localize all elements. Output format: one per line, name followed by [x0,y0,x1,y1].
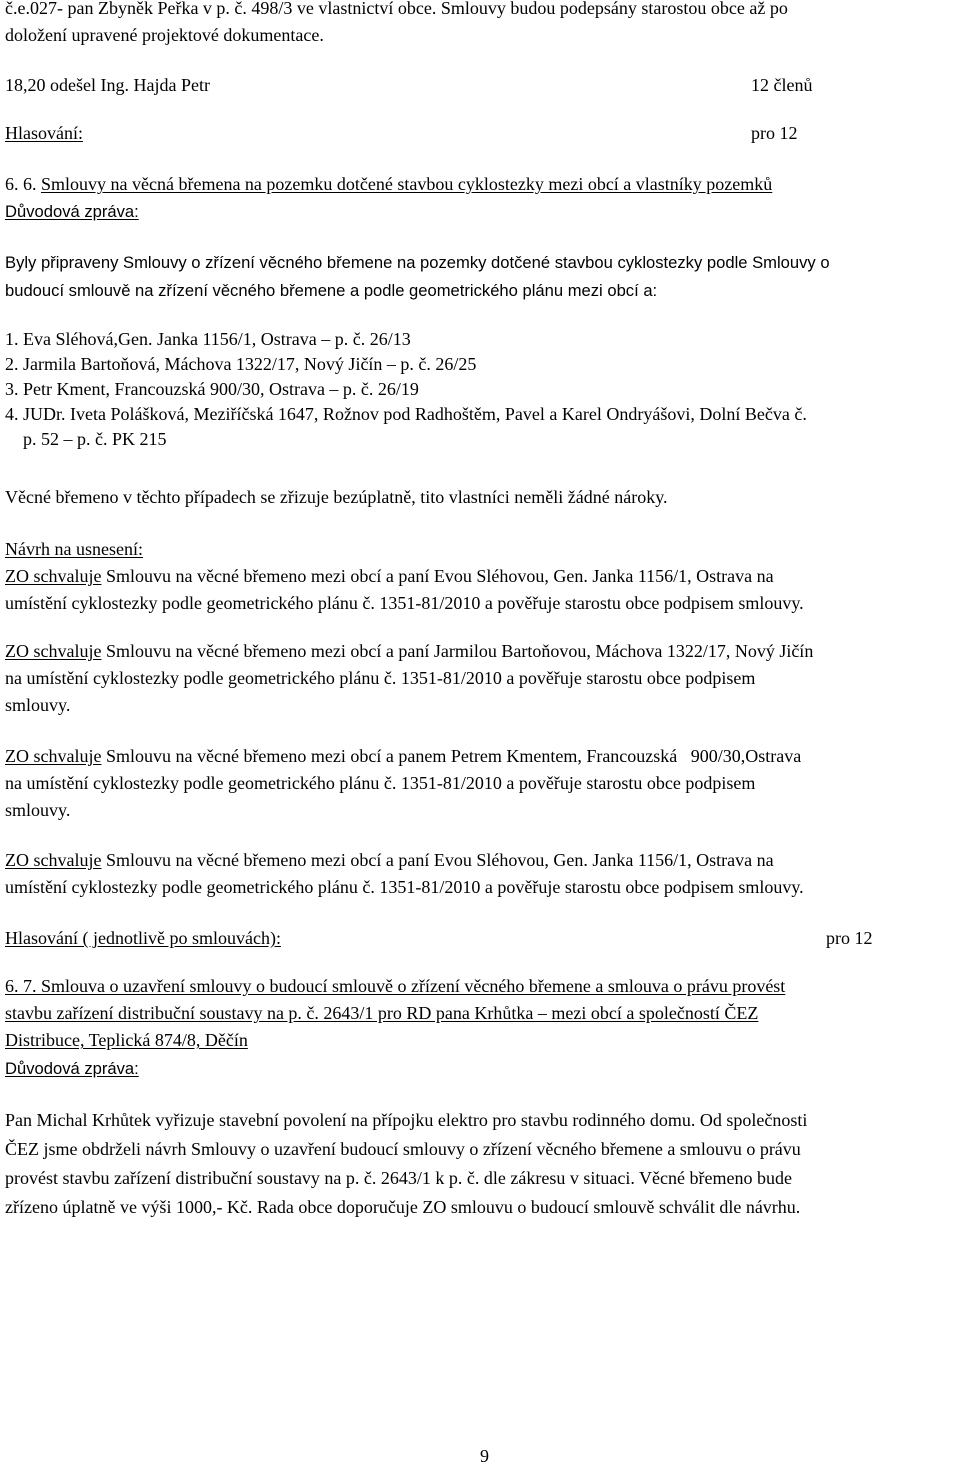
list-item: p. 52 – p. č. PK 215 [5,429,167,449]
paragraph-line: Byly připraveny Smlouvy o zřízení věcného břemene na pozemky dotčené stavbou cyklostezky podle Smlouvy o [5,253,830,272]
resolution-text: Smlouvu na věcné břemeno mezi obcí a paní Evou Sléhovou, Gen. Janka 1156/1, Ostrava na [101,566,774,586]
note-paragraph [5,484,957,511]
resolution-block [5,847,957,901]
vote-label: Hlasování ( jednotlivě po smlouvách): [5,928,281,948]
top-paragraph [5,0,957,49]
reason-label: Důvodová zpráva: [5,1059,139,1078]
resolution-text: umístění cyklostezky podle geometrického plánu č. 1351-81/2010 a pověřuje starostu obce podpisem smlouvy. [5,593,804,613]
title-line: 6. 7. Smlouva o uzavření smlouvy o budoucí smlouvě o zřízení věcného břemene a smlouva o právu provést [5,976,786,996]
title-line: Distribuce, Teplická 874/8, Děčín [5,1030,248,1050]
page-number: 9 [480,1446,489,1466]
paragraph-line: budoucí smlouvě na zřízení věcného břemene a podle geometrického plánu mezi obcí a: [5,281,658,300]
reason-label: Důvodová zpráva: [5,202,139,221]
vote-line [5,925,957,952]
title-line: stavbu zařízení distribuční soustavy na p. č. 2643/1 pro RD pana Krhůtka – mezi obcí a společností ČEZ [5,1003,759,1023]
paragraph-line: č.e.027- pan Zbyněk Peřka v p. č. 498/3 ve vlastnictví obce. Smlouvy budou podepsány starostou obce až po [5,0,788,18]
departure-line [5,72,957,99]
paragraph-line: Věcné břemeno v těchto případech se zřizuje bezúplatně, tito vlastníci neměli žádné nároky. [5,487,668,507]
vote-line [5,120,957,147]
paragraph-line: doložení upravené projektové dokumentace. [5,25,324,45]
resolution-lead: ZO schvaluje [5,566,102,586]
item-number: 6. 6. [5,174,37,194]
vote-result: pro 12 [751,123,798,143]
resolution-text: Smlouvu na věcné břemeno mezi obcí a paní Evou Sléhovou, Gen. Janka 1156/1, Ostrava na [101,850,774,870]
reason-block [5,1055,957,1082]
item-title: Smlouvy na věcná břemena na pozemku dotčené stavbou cyklostezky mezi obcí a vlastníky pozemků [41,174,773,194]
resolution-block [5,743,957,824]
paragraph-line: provést stavbu zařízení distribuční soustavy na p. č. 2643/1 k p. č. dle zákresu v situaci. Věcné břemeno bude [5,1168,792,1188]
resolution-text: Smlouvu na věcné břemeno mezi obcí a paní Jarmilou Bartoňovou, Máchova 1322/17, Nový Jičín [101,641,814,661]
resolution-lead: ZO schvaluje [5,850,102,870]
document-page [5,0,957,1466]
list-item: 4. JUDr. Iveta Polášková, Meziříčská 1647, Rožnov pod Radhoštěm, Pavel a Karel Ondryášovi, Dolní Bečva č. [5,404,807,424]
proposal-label: Návrh na usnesení: [5,539,143,559]
resolution-text: umístění cyklostezky podle geometrického plánu č. 1351-81/2010 a pověřuje starostu obce podpisem smlouvy. [5,877,804,897]
owners-list [5,327,957,452]
resolution-block [5,563,957,617]
list-item: 1. Eva Sléhová,Gen. Janka 1156/1, Ostrava – p. č. 26/13 [5,329,411,349]
resolution-lead: ZO schvaluje [5,641,102,661]
vote-result: pro 12 [826,928,873,948]
list-item: 2. Jarmila Bartoňová, Máchova 1322/17, Nový Jičín – p. č. 26/25 [5,354,477,374]
item-6-6-header [5,171,957,225]
members-count: 12 členů [751,75,813,95]
resolution-text: smlouvy. [5,695,71,715]
intro-paragraph [5,249,957,305]
resolution-text: smlouvy. [5,800,71,820]
paragraph-line: Pan Michal Krhůtek vyřizuje stavební povolení na přípojku elektro pro stavbu rodinného domu. Od společnosti [5,1110,808,1130]
resolution-text: na umístění cyklostezky podle geometrického plánu č. 1351-81/2010 a pověřuje starostu obce podpisem [5,773,756,793]
vote-label: Hlasování: [5,123,83,143]
resolution-block [5,638,957,719]
resolution-text: na umístění cyklostezky podle geometrického plánu č. 1351-81/2010 a pověřuje starostu obce podpisem [5,668,756,688]
paragraph-line: zřízeno úplatně ve výši 1000,- Kč. Rada obce doporučuje ZO smlouvu o budoucí smlouvě schválit dle návrhu. [5,1197,801,1217]
resolution-text: Smlouvu na věcné břemeno mezi obcí a panem Petrem Kmentem, Francouzská 900/30,Ostrava [101,746,802,766]
departure-text: 18,20 odešel Ing. Hajda Petr [5,75,210,95]
paragraph-line: ČEZ jsme obdrželi návrh Smlouvy o uzavření budoucí smlouvy o zřízení věcného břemene a smlouvu o právu [5,1139,801,1159]
resolution-lead: ZO schvaluje [5,746,102,766]
item-6-7-title [5,973,957,1054]
proposal-block [5,536,957,563]
list-item: 3. Petr Kment, Francouzská 900/30, Ostrava – p. č. 26/19 [5,379,419,399]
item-6-7-body [5,1106,957,1222]
